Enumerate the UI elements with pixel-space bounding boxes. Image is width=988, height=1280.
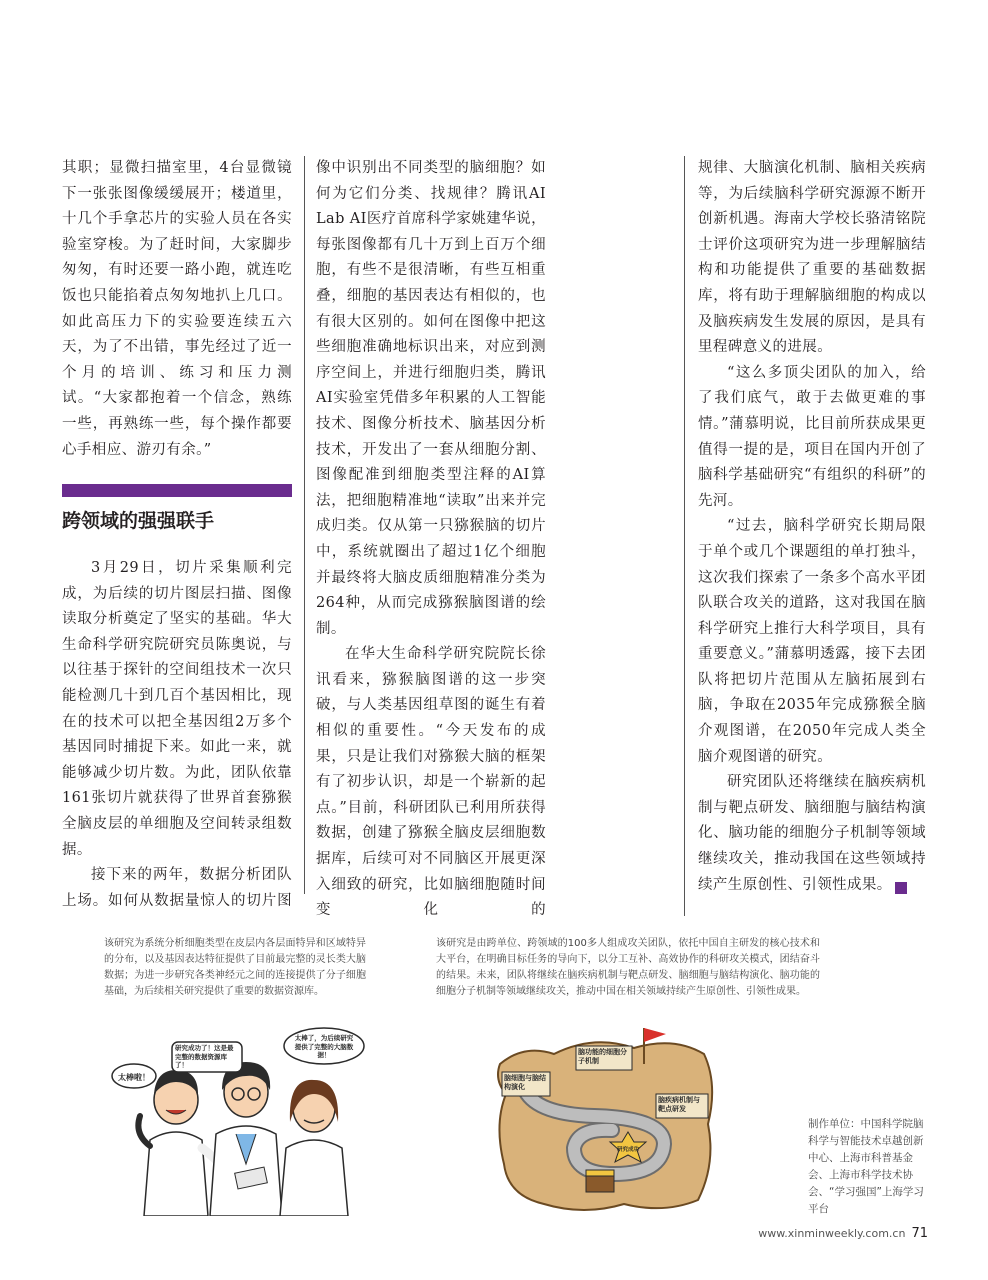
- label-right-text: 脑疾病机制与靶点研发: [658, 1096, 700, 1113]
- flag-icon: [644, 1028, 666, 1042]
- paragraph: 在华大生命科学研究院院长徐讯看来，猕猴脑图谱的这一步突破，与人类基因组草图的诞生有着相似的重要性。“今天发布的成果，只是让我们对猕猴大脑的框架有了初步认识，却是一个崭新的起点。”目前，科研团队已利用所获得数据，创建了猕猴全脑皮层细胞数据库，后续可对不同脑区开展更深入细致的研究，比如脑细胞随时间变化的: [316, 646, 546, 919]
- article-column-3: [698, 156, 934, 898]
- section-title: 跨领域的强强联手: [62, 510, 215, 532]
- label-top-text: 脑功能的细胞分子机制: [578, 1048, 627, 1065]
- article-column-1: [62, 156, 292, 463]
- article-column-2: [316, 156, 546, 924]
- map-label-left: [502, 1072, 550, 1096]
- paragraph: 接下来的两年，数据分析团队上场。如何从数据量惊人的切片图: [62, 867, 292, 909]
- treasure-map-illustration: [494, 1024, 720, 1216]
- scientist-center: [210, 1062, 282, 1216]
- paragraph: “过去，脑科学研究长期局限于单个或几个课题组的单打独斗，这次我们探索了一条多个高水平团队联合攻关的道路，这对我国在脑科学研究上推行大科学项目，具有重要意义。”蒲慕明透露，接下去团队将把切片范围从左脑拓展到右脑，争取在2035年完成猕猴全脑介观图谱，在2050年完成人类全脑介观图谱的研究。: [698, 518, 926, 765]
- map-label-right: [656, 1094, 708, 1118]
- paragraph: 规律、大脑演化机制、脑相关疾病等，为后续脑科学研究源源不断开创新机遇。海南大学校长骆清铭院士评价这项研究为进一步理解脑结构和功能提供了重要的基础数据库，将有助于理解脑细胞的构成以及脑疾病发生发展的原因，是具有里程碑意义的进展。: [698, 160, 926, 356]
- paragraph: 像中识别出不同类型的脑细胞？如何为它们分类、找规律？腾讯AI Lab AI医疗首席科学家姚建华说，每张图像都有几十万到上百万个细胞，有些不是很清晰，有些互相重叠，细胞的基因表达有相似的，也有很大区别的。如何在图像中把这些细胞准确地标识出来，对应到测序空间上，并进行细胞归类，腾讯AI实验室凭借多年积累的人工智能技术、图像分析技术、脑基因分析技术，开发出了一套从细胞分割、图像配准到细胞类型注释的AI算法，把细胞精准地“读取”出来并完成归类。仅从第一只猕猴脑的切片中，系统就圈出了超过1亿个细胞并最终将大脑皮质细胞精准分类为264种，从而完成猕猴脑图谱的绘制。: [316, 160, 546, 637]
- page-number: 71: [911, 1226, 928, 1241]
- speech-bubble-1: [112, 1064, 156, 1088]
- label-center-text: 研究成功: [616, 1147, 640, 1153]
- paragraph: 其职；显微扫描室里，4台显微镜下一张张图像缓缓展开；楼道里，十几个手拿芯片的实验人员在各实验室穿梭。为了赶时间，大家脚步匆匆，有时还要一路小跑，就连吃饭也只能掐着点匆匆地扒上几口。如此高压力下的实验要连续五六天，为了不出错，事先经过了近一个月的培训、练习和压力测试。“大家都抱着一个信念，熟练一些，再熟练一些，每个操作都要心手相应、游刃有余。”: [62, 160, 292, 458]
- page-footer: [746, 1226, 928, 1241]
- bubble-text-3: 太棒了，为后续研究提供了完整的大脑数据！: [294, 1034, 354, 1059]
- map-label-top: [576, 1046, 632, 1070]
- paragraph-text: 研究团队还将继续在脑疾病机制与靶点研发、脑细胞与脑结构演化、脑功能的细胞分子机制等领域继续攻关，推动我国在这些领域持续产生原创性、引领性成果。: [698, 774, 926, 893]
- speech-bubble-2: [172, 1042, 242, 1072]
- column-divider-1: [304, 156, 305, 894]
- paragraph: “这么多顶尖团队的加入，给了我们底气，敢于去做更难的事情。”蒲慕明说，比目前所获成果更值得一提的是，项目在国内开创了脑科学基础研究“有组织的科研”的先河。: [698, 364, 926, 509]
- site-url: www.xinminweekly.com.cn: [758, 1227, 906, 1240]
- scientist-right: [280, 1080, 348, 1216]
- end-mark-icon: 民: [895, 882, 907, 894]
- article-column-1-continued: [62, 556, 292, 914]
- caption-right: 该研究是由跨单位、跨领域的100多人组成攻关团队，依托中国自主研发的核心技术和大平台，在明确目标任务的导向下，以分工互补、高效协作的科研攻关模式，团结奋斗的结果。未来，团队将继续在脑疾病机制与靶点研发、脑细胞与脑结构演化、脑功能的细胞分子机制等领域继续攻关，推动中国在相关领域持续产生原创性、引领性成果。: [436, 938, 820, 997]
- paragraph: 3月29日，切片采集顺利完成，为后续的切片图层扫描、图像读取分析奠定了坚实的基础。华大生命科学研究院研究员陈奥说，与以往基于探针的空间组技术一次只能检测几十到几百个基因相比，现在的技术可以把全基因组2万多个基因同时捕捉下来。如此一来，就能够减少切片数。为此，团队依靠161张切片就获得了世界首套猕猴全脑皮层的单细胞及空间转录组数据。: [62, 560, 292, 858]
- section-bar: [62, 484, 292, 497]
- credit-text: 制作单位：中国科学院脑科学与智能技术卓越创新中心、上海市科普基金会、上海市科学技术协会、“学习强国”上海学习平台: [808, 1118, 924, 1215]
- label-left-text: 脑细胞与脑结构演化: [504, 1074, 546, 1091]
- bubble-text-1: 太棒啦！: [118, 1073, 150, 1082]
- caption-left: 该研究为系统分析细胞类型在皮层内各层面特异和区域特异的分布，以及基因表达特征提供了目前最完整的灵长类大脑数据；为进一步研究各类神经元之间的连接提供了分子细胞基础，为后续相关研究提供了重要的数据资源库。: [104, 938, 366, 997]
- scientists-illustration: [104, 1024, 374, 1216]
- bubble-text-2: 研究成功了！这是最完整的数据资源库了！: [175, 1044, 234, 1069]
- column-divider-2: [684, 156, 685, 916]
- paragraph: [698, 770, 934, 898]
- speech-bubble-3: [284, 1028, 364, 1064]
- treasure-chest-icon: [586, 1174, 614, 1192]
